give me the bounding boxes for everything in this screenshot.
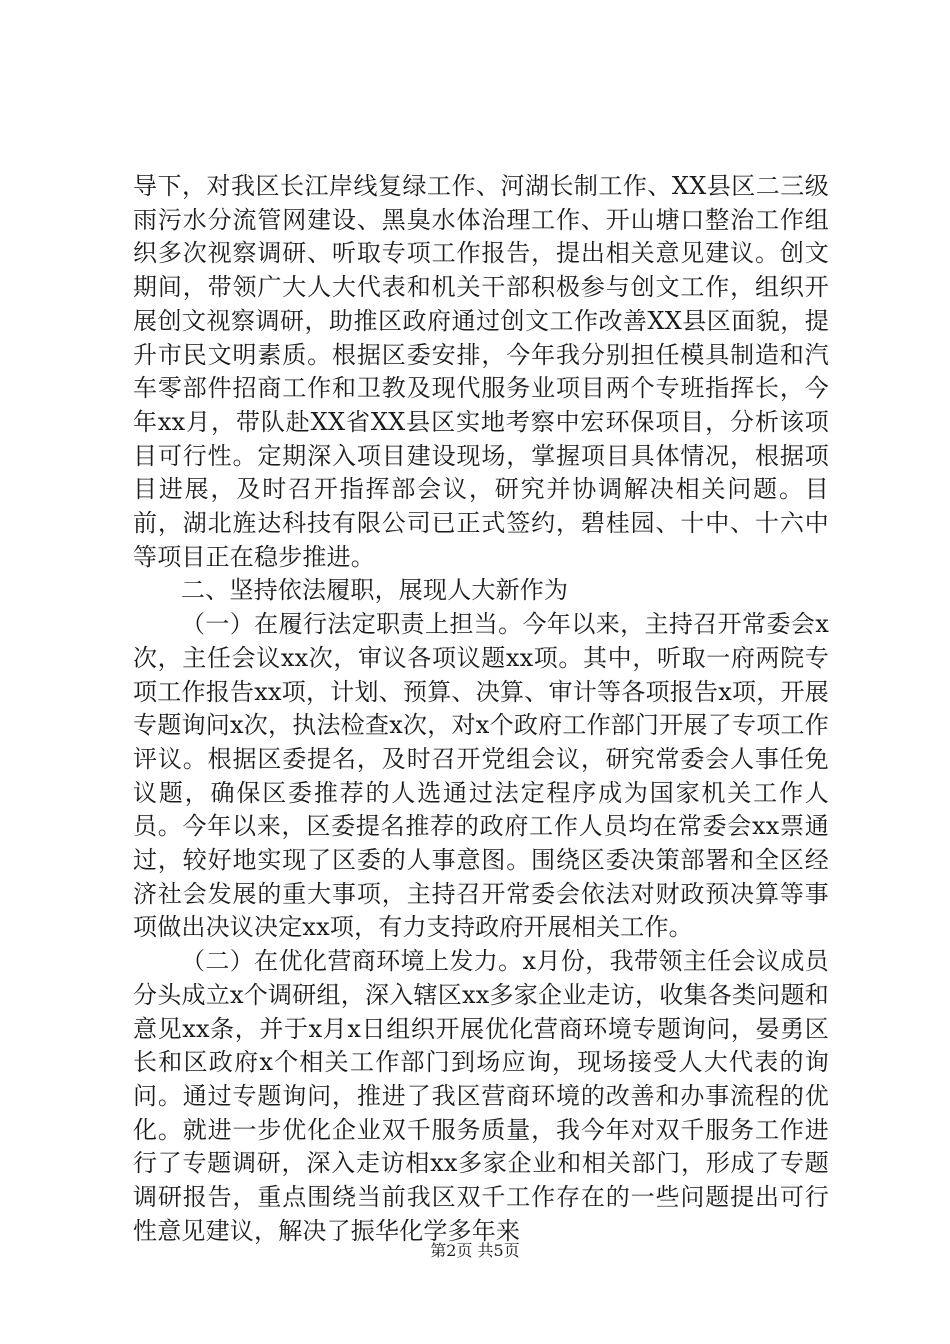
paragraph-continuation: 导下，对我区长江岸线复绿工作、河湖长制工作、XX县区二三级雨污水分流管网建设、黑臭水体治理工作、开山塘口整治工作组织多次视察调研、听取专项工作报告，提出相关意见建议。创文期间，带领广大人大代表和机关干部积极参与创文工作，组织开展创文视察调研，助推区政府通过创文工作改善XX县区面貌，提升市民文明素质。根据区委安排，今年我分别担任模具制造和汽车零部件招商工作和卫教及现代服务业项目两个专班指挥长，今年xx月，带队赴XX省XX县区实地考察中宏环保项目，分析该项目可行性。定期深入项目建设现场，掌握项目具体情况，根据项目进展，及时召开指挥部会议，研究并协调解决相关问题。目前，湖北旌达科技有限公司已正式签约，碧桂园、十中、十六中等项目正在稳步推进。 [133,172,829,571]
paragraph-business-environment: （二）在优化营商环境上发力。x月份，我带领主任会议成员分头成立x个调研组，深入辖区xx多家企业走访，收集各类问题和意见xx条，并于x月x日组织开展优化营商环境专题询问，晏勇区长和区政府x个相关工作部门到场应询，现场接受人大代表的询问。通过专题询问，推进了我区营商环境的改善和办事流程的优化。就进一步优化企业双千服务质量，我今年对双千服务工作进行了专题调研，深入走访相xx多家企业和相关部门，形成了专题调研报告，重点围绕当前我区双千工作存在的一些问题提出可行性意见建议，解决了振华化学多年来 [133,947,829,1245]
page-footer: 第2页 共5页 [430,1241,520,1260]
paragraph-legal-duties: （一）在履行法定职责上担当。今年以来，主持召开常委会x次，主任会议xx次，审议各项议题xx项。其中，听取一府两院专项工作报告xx项，计划、预算、决算、审计等各项报告x项，开展专题询问x次，执法检查x次，对x个政府工作部门开展了专项工作评议。根据区委提名，及时召开党组会议，研究常委会人事任免议题，确保区委推荐的人选通过法定程序成为国家机关工作人员。今年以来，区委提名推荐的政府工作人员均在常委会xx票通过，较好地实现了区委的人事意图。围绕区委决策部署和全区经济社会发展的重大事项，主持召开常委会依法对财政预决算等事项做出决议决定xx项，有力支持政府开展相关工作。 [133,610,829,942]
section-heading: 二、坚持依法履职，展现人大新作为 [181,576,569,605]
document-body [133,170,829,1249]
